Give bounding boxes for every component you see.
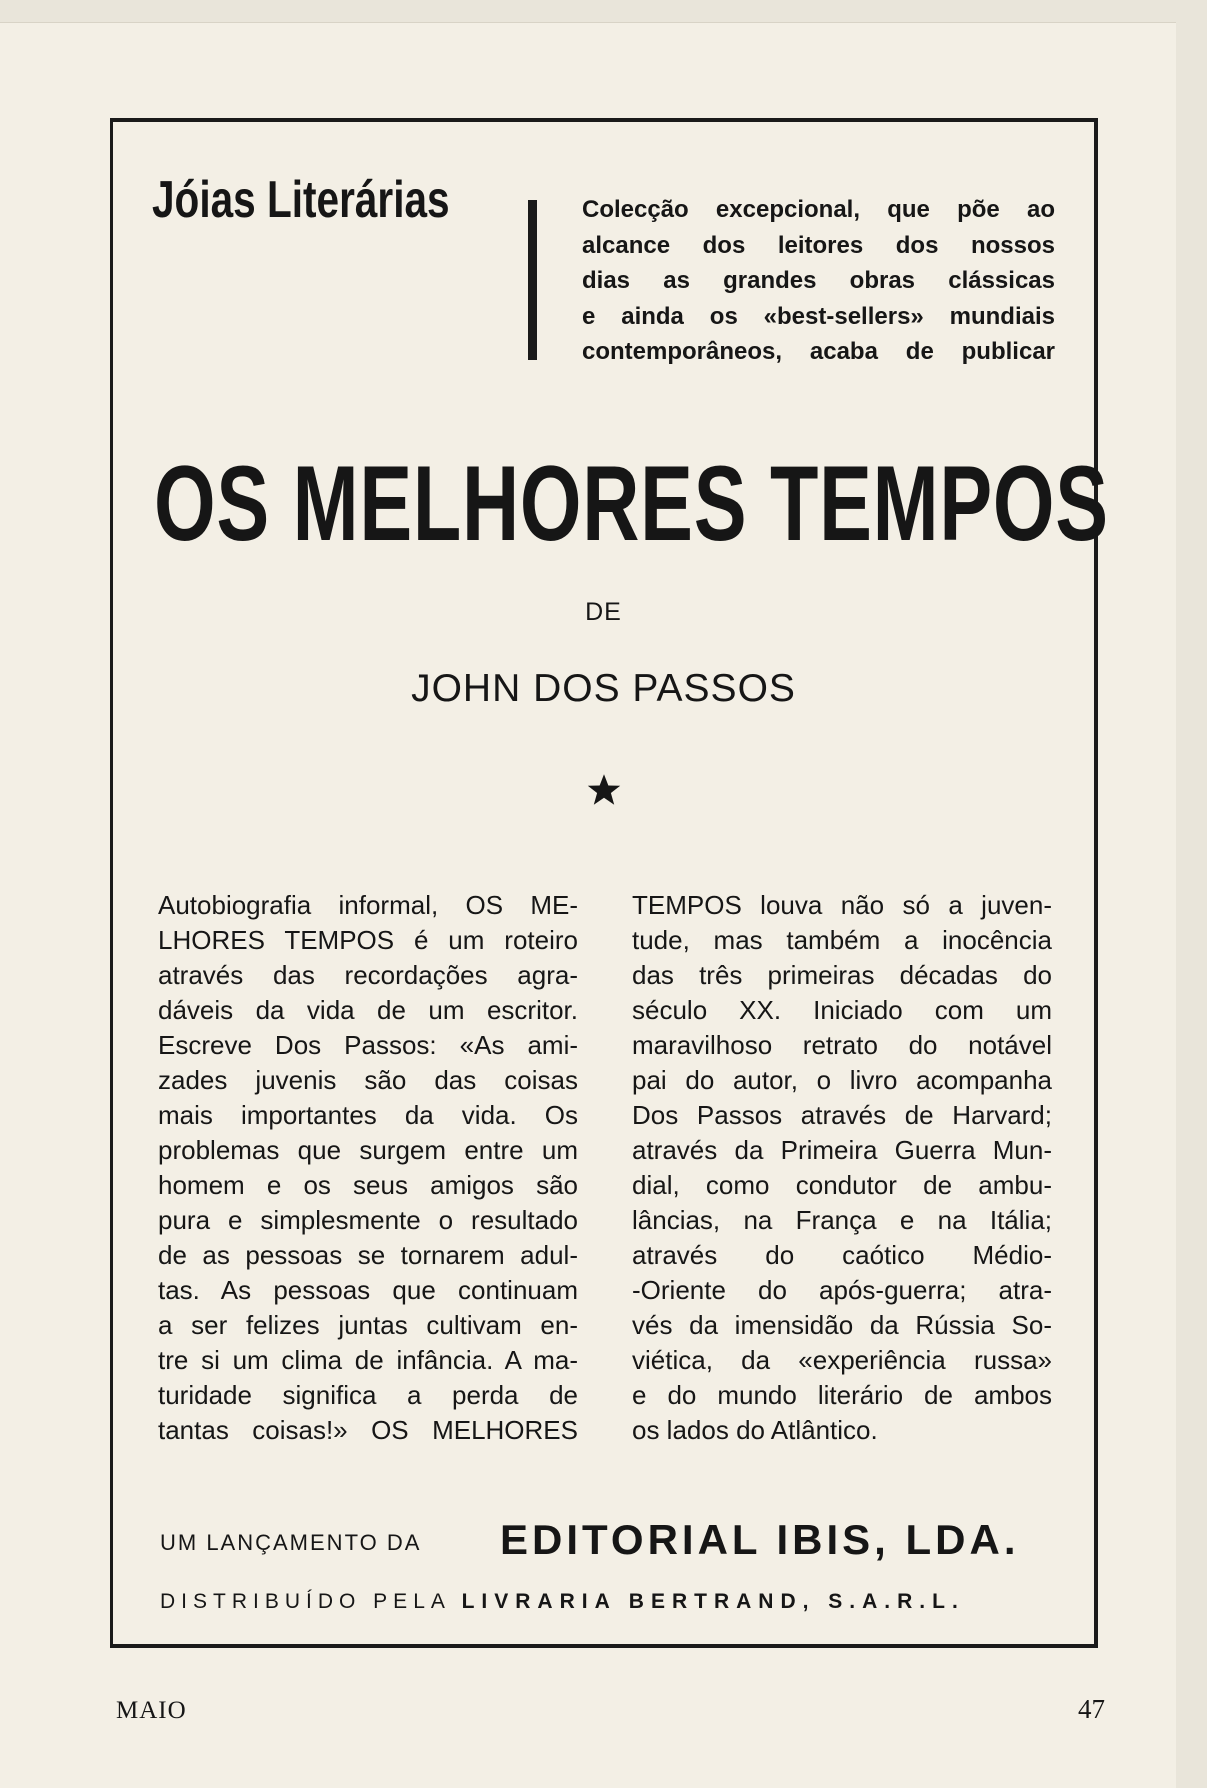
description-left-column	[158, 888, 578, 1448]
intro-line: Colecção excepcional, que põe ao	[582, 196, 1055, 223]
text-line: através das recordações agra-	[158, 960, 578, 990]
launch-line	[160, 1516, 1065, 1563]
text-line: tantas coisas!» OS MELHORES	[158, 1415, 578, 1445]
text-line: maravilhoso retrato do notável	[632, 1030, 1052, 1060]
text-line: homem e os seus amigos são	[158, 1170, 578, 1200]
text-line: Autobiografia informal, OS ME-	[158, 890, 578, 920]
intro-text	[582, 192, 1055, 370]
book-title: OS MELHORES TEMPOS	[154, 443, 1109, 563]
text-line: Escreve Dos Passos: «As ami-	[158, 1030, 578, 1060]
intro-line: alcance dos leitores dos nossos	[582, 231, 1055, 259]
text-line: vés da imensidão da Rússia So-	[632, 1310, 1052, 1340]
text-line: a ser felizes juntas cultivam en-	[158, 1310, 578, 1340]
text-line: através da Primeira Guerra Mun-	[632, 1135, 1052, 1165]
publisher-name: EDITORIAL IBIS, LDA.	[500, 1516, 1020, 1563]
text-line: pai do autor, o livro acompanha	[632, 1065, 1052, 1095]
by-label: DE	[585, 598, 622, 626]
text-line: e do mundo literário de ambos	[632, 1380, 1052, 1410]
text-line: pura e simplesmente o resultado	[158, 1205, 578, 1235]
intro-line: dias as grandes obras clássicas	[582, 267, 1055, 294]
text-line: viética, da «experiência russa»	[632, 1345, 1052, 1375]
text-line: de as pessoas se tornarem adul-	[158, 1240, 578, 1270]
text-line: das três primeiras décadas do	[632, 960, 1052, 990]
text-line: TEMPOS louva não só a juven-	[632, 890, 1052, 920]
intro-line: contemporâneos, acaba de publicar	[582, 338, 1055, 365]
text-line: problemas que surgem entre um	[158, 1135, 578, 1165]
text-line: LHORES TEMPOS é um roteiro	[158, 925, 578, 955]
distribution-line	[160, 1590, 1065, 1614]
text-line: tude, mas também a inocência	[632, 925, 1052, 955]
text-line: dial, como condutor de ambu-	[632, 1170, 1052, 1200]
text-line: zades juvenis são das coisas	[158, 1065, 578, 1095]
text-line: -Oriente do após-guerra; atra-	[632, 1275, 1052, 1305]
footer-month: MAIO	[116, 1697, 187, 1724]
page-number: 47	[1078, 1694, 1105, 1724]
text-line: Dos Passos através de Harvard;	[632, 1100, 1052, 1130]
text-line: através do caótico Médio-	[632, 1240, 1052, 1270]
intro-line: e ainda os «best-sellers» mundiais	[582, 302, 1055, 330]
description-right-column	[632, 888, 1052, 1448]
launch-label: UM LANÇAMENTO DA	[160, 1530, 422, 1555]
star-icon	[586, 772, 622, 808]
text-line: século XX. Iniciado com um	[632, 995, 1052, 1025]
distributed-label: DISTRIBUÍDO PELA	[160, 1590, 450, 1613]
text-line: tas. As pessoas que continuam	[158, 1275, 578, 1305]
vertical-divider	[528, 200, 537, 360]
text-line: tre si um clima de infância. A ma-	[158, 1345, 578, 1375]
distributor-name: LIVRARIA BERTRAND, S.A.R.L.	[461, 1590, 965, 1613]
text-line: os lados do Atlântico.	[632, 1415, 878, 1445]
text-line: dáveis da vida de um escritor.	[158, 995, 578, 1025]
text-line: turidade significa a perda de	[158, 1380, 578, 1410]
text-line: lâncias, na França e na Itália;	[632, 1205, 1052, 1235]
author-name: JOHN DOS PASSOS	[411, 667, 796, 710]
text-line: mais importantes da vida. Os	[158, 1100, 578, 1130]
collection-title: Jóias Literárias	[152, 171, 450, 229]
